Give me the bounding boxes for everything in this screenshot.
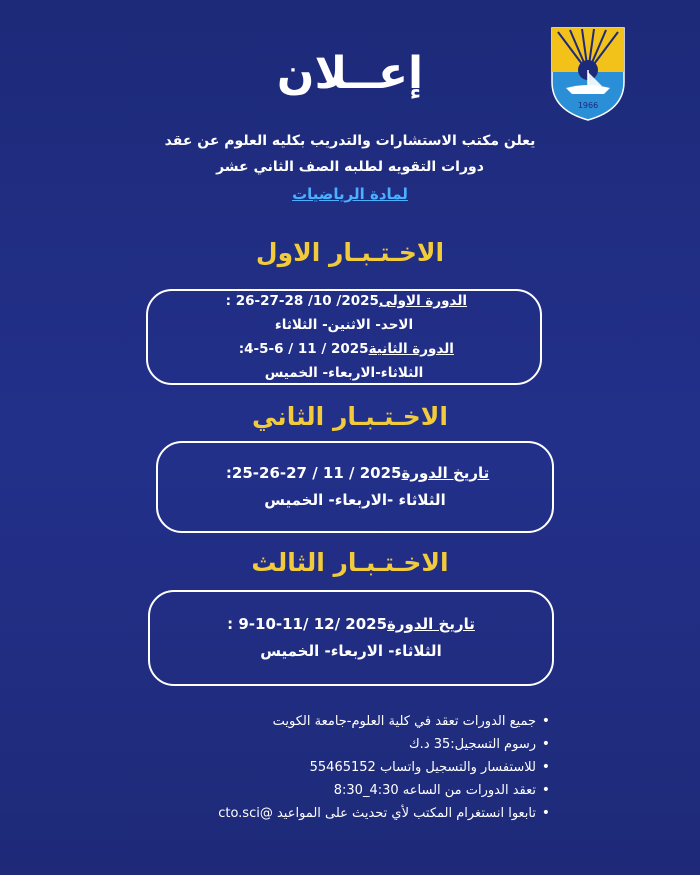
exam2-date xyxy=(158,460,552,487)
exam2-dates: :25-26-27 / 11 / 2025 xyxy=(220,464,402,482)
exam1-title: الاخـتـبـار الاول xyxy=(255,238,445,267)
intro-line-2: دورات التقويه لطلبه الصف الثاني عشر xyxy=(216,159,484,175)
exam3-box xyxy=(148,590,554,686)
course1-label: الدورة الاولى xyxy=(378,293,468,309)
course2-label: الدورة الثانية xyxy=(368,341,454,357)
exam1-course2 xyxy=(148,337,540,361)
course2-dates: :4-5-6 / 11 / 2025 xyxy=(234,341,369,357)
exam3-dates: : 9-10-11/ 12/ 2025 xyxy=(227,615,388,633)
exam3-title: الاخـتـبـار الثالث xyxy=(251,548,449,577)
exam1-course1 xyxy=(148,289,540,313)
subject-link[interactable]: لمادة الرياضيات xyxy=(292,185,408,203)
exam2-box xyxy=(156,441,554,533)
exam2-date-label: تاريخ الدورة xyxy=(401,464,490,482)
exam3-date-label: تاريخ الدورة xyxy=(387,615,475,633)
exam3-date xyxy=(150,611,552,638)
exam3-days: الثلاثاء- الاربعاء- الخميس xyxy=(260,642,442,660)
exam2-title: الاخـتـبـار الثاني xyxy=(252,402,448,431)
exam1-box xyxy=(146,289,542,385)
logo-year: 1966 xyxy=(577,101,599,110)
page-title: إعــلان xyxy=(276,48,424,99)
notes-list xyxy=(160,710,550,825)
course1-dates: : 26-27-28 /10 /2025 xyxy=(220,293,379,309)
note-item-contact: • للاستفسار والتسجيل واتساب 55465152 xyxy=(160,756,550,779)
exam1-course1-days: الاحد- الاثنين- الثلاثاء xyxy=(274,317,414,333)
note-item-location: • جميع الدورات تعقد في كلية العلوم-جامعة الكويت xyxy=(160,710,550,733)
exam2-days: الثلاثاء -الاربعاء- الخميس xyxy=(264,491,446,509)
intro-line-1: يعلن مكتب الاستشارات والتدريب بكليه العلوم عن عقد xyxy=(164,133,536,149)
note-item-instagram: • تابعوا انستغرام المكتب لأي تحديث على المواعيد @cto.sci xyxy=(160,802,550,825)
note-item-fees: • رسوم التسجيل:35 د.ك xyxy=(160,733,550,756)
note-item-hours: • تعقد الدورات من الساعه 4:30_8:30 xyxy=(160,779,550,802)
exam1-course2-days: الثلاثاء-الاربعاء- الخميس xyxy=(264,365,424,381)
